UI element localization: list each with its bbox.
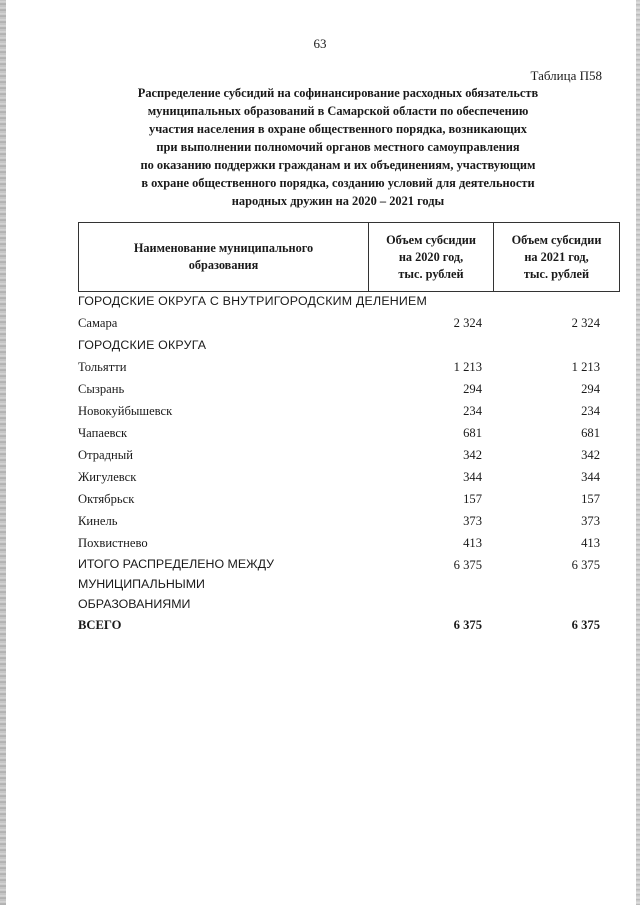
- table-row: [78, 312, 604, 334]
- municipality-name: Новокуйбышевск: [78, 404, 173, 418]
- subtotal-label: [78, 554, 274, 614]
- section-label: ГОРОДСКИЕ ОКРУГА: [78, 338, 207, 352]
- municipality-name: Чапаевск: [78, 426, 128, 440]
- value-2021: 342: [581, 448, 600, 462]
- value-2021: 234: [581, 404, 600, 418]
- value-2020: 342: [463, 448, 482, 462]
- value-2021: 2 324: [571, 316, 600, 330]
- value-2021: 344: [581, 470, 600, 484]
- value-2020: 2 324: [453, 316, 482, 330]
- title-line: народных дружин на 2020 – 2021 годы: [231, 194, 445, 208]
- value-2020: 1 213: [453, 360, 482, 374]
- scan-border-left: [0, 0, 6, 905]
- value-2020: 234: [463, 404, 482, 418]
- value-2021: 681: [581, 426, 600, 440]
- value-2020: 681: [463, 426, 482, 440]
- header-municipality-line2: образования: [188, 258, 259, 272]
- header-2020-line2: на 2020 год,: [398, 249, 464, 264]
- total-row: [78, 614, 604, 636]
- municipality-name: Жигулевск: [78, 470, 137, 484]
- value-2021: 6 375: [571, 618, 600, 632]
- municipality-name: Отрадный: [78, 448, 133, 462]
- title-line: муниципальных образований в Самарской области по обеспечению: [147, 104, 529, 118]
- table-row: [78, 422, 604, 444]
- municipality-name: Октябрьск: [78, 492, 135, 506]
- header-2021-line1: Объем субсидии: [511, 232, 602, 247]
- value-2020: 344: [463, 470, 482, 484]
- value-2021: 294: [581, 382, 600, 396]
- value-2021: 373: [581, 514, 600, 528]
- title-line: Распределение субсидий на софинансирование расходных обязательств: [137, 86, 539, 100]
- header-municipality: [79, 223, 369, 292]
- municipality-name: Самара: [78, 316, 118, 330]
- table-row: [78, 378, 604, 400]
- title-line: по оказанию поддержки гражданам и их объединениям, участвующим: [140, 158, 536, 172]
- header-2020-line1: Объем субсидии: [386, 232, 476, 247]
- section-row: [78, 334, 604, 356]
- municipality-name: Тольятти: [78, 360, 127, 374]
- value-2021: 157: [581, 492, 600, 506]
- table-body: [78, 290, 604, 636]
- table-label: Таблица П58: [530, 68, 602, 83]
- table-row: [78, 532, 604, 554]
- value-2020: 373: [463, 514, 482, 528]
- header-2020: [369, 223, 494, 292]
- section-row: [78, 290, 604, 312]
- scan-border-right: [636, 0, 640, 905]
- value-2021: 6 375: [571, 558, 600, 572]
- subtotal-label-line3: ОБРАЗОВАНИЯМИ: [78, 597, 191, 611]
- subtotal-label-line2: МУНИЦИПАЛЬНЫМИ: [78, 577, 205, 591]
- header-municipality-line1: Наименование муниципального: [133, 241, 314, 255]
- table-row: [78, 488, 604, 510]
- value-2020: 157: [463, 492, 482, 506]
- page-number: 63: [313, 36, 327, 51]
- total-label: ВСЕГО: [78, 618, 122, 632]
- table-row: [78, 400, 604, 422]
- value-2021: 413: [581, 536, 600, 550]
- municipality-name: Похвистнево: [78, 536, 148, 550]
- document-title: [78, 84, 598, 210]
- table-row: [78, 466, 604, 488]
- value-2020: 6 375: [453, 618, 482, 632]
- subtotal-row: [78, 554, 604, 614]
- municipality-name: Кинель: [78, 514, 118, 528]
- subtotal-label-line1: ИТОГО РАСПРЕДЕЛЕНО МЕЖДУ: [78, 557, 274, 571]
- header-2021: [494, 223, 620, 292]
- value-2020: 6 375: [453, 558, 482, 572]
- header-2020-line3: тыс. рублей: [398, 266, 464, 281]
- value-2020: 294: [463, 382, 482, 396]
- municipality-name: Сызрань: [78, 382, 125, 396]
- table-header: [78, 222, 620, 292]
- header-2021-line2: на 2021 год,: [524, 249, 589, 264]
- table-row: [78, 444, 604, 466]
- section-label: ГОРОДСКИЕ ОКРУГА С ВНУТРИГОРОДСКИМ ДЕЛЕНИЕМ: [78, 294, 428, 308]
- title-line: при выполнении полномочий органов местного самоуправления: [156, 140, 520, 154]
- value-2020: 413: [463, 536, 482, 550]
- header-2021-line3: тыс. рублей: [523, 266, 590, 281]
- table-row: [78, 356, 604, 378]
- title-line: участия населения в охране общественного порядка, возникающих: [149, 122, 527, 136]
- title-line: в охране общественного порядка, созданию условий для деятельности: [141, 176, 535, 190]
- value-2021: 1 213: [571, 360, 600, 374]
- table-row: [78, 510, 604, 532]
